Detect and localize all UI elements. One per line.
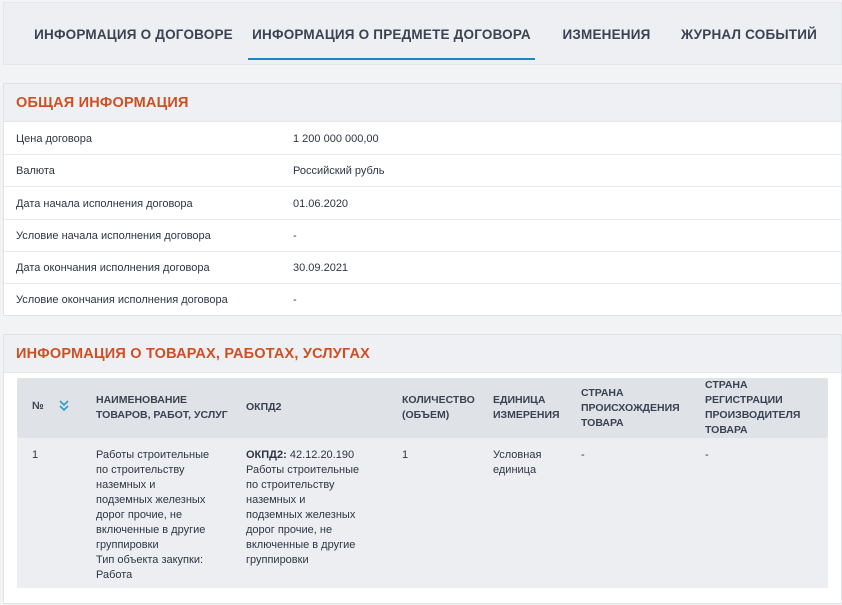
cell-okpd bbox=[246, 448, 391, 568]
col-header-name[interactable]: НАИМЕНОВАНИЕ ТОВАРОВ, РАБОТ, УСЛУГ bbox=[96, 394, 228, 421]
col-header-okpd[interactable]: ОКПД2 bbox=[246, 401, 282, 413]
general-info-title: ОБЩАЯ ИНФОРМАЦИЯ bbox=[16, 95, 189, 111]
info-row-start-condition bbox=[4, 220, 841, 252]
okpd-code-line bbox=[246, 448, 391, 463]
info-label: Условие начала исполнения договора bbox=[16, 230, 211, 242]
tab-contract-info[interactable]: ИНФОРМАЦИЯ О ДОГОВОРЕ bbox=[34, 27, 233, 42]
col-header-number: № bbox=[32, 400, 44, 412]
okpd-code-label: ОКПД2: bbox=[246, 449, 287, 461]
goods-info-card bbox=[3, 334, 842, 604]
cell-line: Работы строительные bbox=[246, 464, 360, 476]
tab-subject-info[interactable]: ИНФОРМАЦИЯ О ПРЕДМЕТЕ ДОГОВОРА bbox=[248, 3, 535, 66]
col-header-quantity[interactable]: КОЛИЧЕСТВО (ОБЪЕМ) bbox=[402, 394, 475, 421]
cell-name bbox=[96, 448, 241, 583]
info-row-price bbox=[4, 123, 841, 155]
cell-line: единица bbox=[493, 464, 537, 476]
info-value: 01.06.2020 bbox=[293, 198, 349, 210]
info-row-end-date bbox=[4, 252, 841, 284]
info-value: Российский рубль bbox=[293, 165, 385, 177]
general-info-header bbox=[4, 84, 841, 122]
cell-line: Работа bbox=[96, 569, 133, 581]
cell-registration-country: - bbox=[705, 449, 709, 461]
cell-line: дорог прочие, не bbox=[246, 524, 333, 536]
cell-line: дорог прочие, не bbox=[96, 509, 183, 521]
info-label: Условие окончания исполнения договора bbox=[16, 294, 228, 306]
cell-line: включенные в другие bbox=[96, 524, 206, 536]
cell-line: подземных железных bbox=[96, 494, 206, 506]
info-row-currency bbox=[4, 155, 841, 187]
cell-line: группировки bbox=[246, 554, 309, 566]
col-header-unit[interactable]: ЕДИНИЦА ИЗМЕРЕНИЯ bbox=[493, 394, 560, 421]
cell-line: по строительству bbox=[246, 479, 335, 491]
info-label: Дата окончания исполнения договора bbox=[16, 262, 210, 274]
info-label: Валюта bbox=[16, 165, 55, 177]
info-label: Дата начала исполнения договора bbox=[16, 198, 193, 210]
goods-info-title: ИНФОРМАЦИЯ О ТОВАРАХ, РАБОТАХ, УСЛУГАХ bbox=[16, 346, 371, 362]
info-value: - bbox=[293, 230, 297, 242]
tab-changes[interactable]: ИЗМЕНЕНИЯ bbox=[562, 27, 651, 42]
cell-line: Работы строительные bbox=[96, 449, 210, 461]
info-row-end-condition bbox=[4, 284, 841, 316]
cell-line: включенные в другие bbox=[246, 539, 356, 551]
info-value: 1 200 000 000,00 bbox=[293, 133, 379, 145]
cell-number: 1 bbox=[32, 449, 39, 461]
cell-line: по строительству bbox=[96, 464, 185, 476]
goods-info-header bbox=[4, 335, 841, 373]
cell-origin-country: - bbox=[581, 449, 585, 461]
info-row-start-date bbox=[4, 188, 841, 220]
table-header bbox=[17, 378, 828, 438]
tab-event-log[interactable]: ЖУРНАЛ СОБЫТИЙ bbox=[680, 27, 818, 42]
cell-line: Условная bbox=[493, 449, 542, 461]
cell-unit bbox=[493, 448, 573, 478]
okpd-code: 42.12.20.190 bbox=[289, 449, 355, 461]
col-header-origin-country[interactable]: СТРАНА ПРОИСХОЖДЕНИЯ ТОВАРА bbox=[581, 387, 680, 429]
cell-line: Тип объекта закупки: bbox=[96, 554, 204, 566]
cell-quantity: 1 bbox=[402, 449, 409, 461]
table-row bbox=[17, 438, 828, 588]
cell-line: группировки bbox=[96, 539, 159, 551]
info-value: - bbox=[293, 294, 297, 306]
double-chevron-down-icon[interactable] bbox=[58, 399, 70, 413]
cell-line: подземных железных bbox=[246, 509, 356, 521]
col-header-registration-country[interactable]: СТРАНА РЕГИСТРАЦИИ ПРОИЗВОДИТЕЛЯ ТОВАРА bbox=[705, 379, 801, 436]
cell-line: наземных и bbox=[96, 479, 156, 491]
info-value: 30.09.2021 bbox=[293, 262, 349, 274]
tabs-bar bbox=[3, 2, 842, 65]
cell-line: наземных и bbox=[246, 494, 306, 506]
general-info-card bbox=[3, 83, 842, 316]
info-label: Цена договора bbox=[16, 133, 93, 145]
